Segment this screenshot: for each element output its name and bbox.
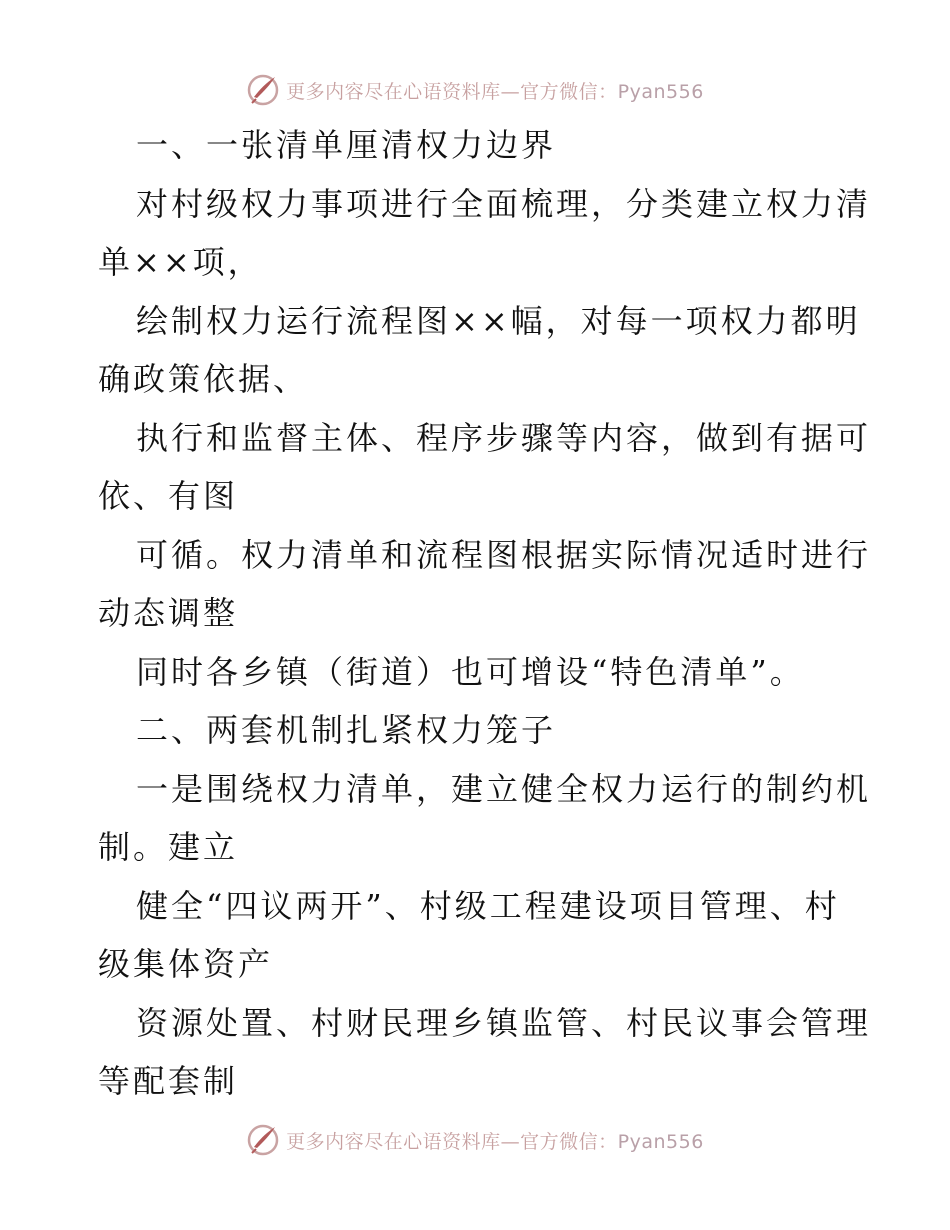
text-line: 对村级权力事项进行全面梳理，分类建立权力清 bbox=[136, 184, 872, 223]
text-line: 执行和监督主体、程序步骤等内容，做到有据可 bbox=[136, 418, 872, 457]
text-line: 级集体资产 bbox=[98, 945, 274, 983]
text-line: 绘制权力运行流程图××幅，对每一项权力都明 bbox=[136, 301, 861, 340]
watermark-text: 更多内容尽在心语资料库—官方微信：Pyan556 bbox=[286, 80, 704, 103]
document-body bbox=[98, 116, 872, 1111]
text-line: 一是围绕权力清单，建立健全权力运行的制约机 bbox=[136, 769, 872, 808]
text-line: 依、有图 bbox=[98, 477, 239, 515]
watermark-text: 更多内容尽在心语资料库—官方微信：Pyan556 bbox=[286, 1130, 704, 1153]
text-line: 等配套制 bbox=[98, 1062, 239, 1100]
header-watermark bbox=[0, 70, 950, 110]
text-line: 确政策依据、 bbox=[98, 360, 309, 398]
text-line: 健全“四议两开”、村级工程建设项目管理、村 bbox=[136, 886, 840, 925]
text-line: 资源处置、村财民理乡镇监管、村民议事会管理 bbox=[136, 1003, 872, 1042]
text-line: 同时各乡镇（街道）也可增设“特色清单”。 bbox=[136, 652, 805, 691]
footer-watermark bbox=[0, 1120, 950, 1160]
text-line: 一、一张清单厘清权力边界 bbox=[136, 126, 557, 164]
watermark-wechat-id: Pyan556 bbox=[617, 80, 704, 103]
text-line: 制。建立 bbox=[98, 828, 239, 866]
text-line: 动态调整 bbox=[98, 594, 239, 632]
text-line: 单××项， bbox=[98, 243, 263, 281]
quill-seal-logo-icon bbox=[246, 1123, 280, 1157]
text-line: 二、两套机制扎紧权力笼子 bbox=[136, 711, 557, 749]
watermark-wechat-id: Pyan556 bbox=[617, 1130, 704, 1153]
quill-seal-logo-icon bbox=[246, 73, 280, 107]
text-line: 可循。权力清单和流程图根据实际情况适时进行 bbox=[136, 535, 872, 574]
